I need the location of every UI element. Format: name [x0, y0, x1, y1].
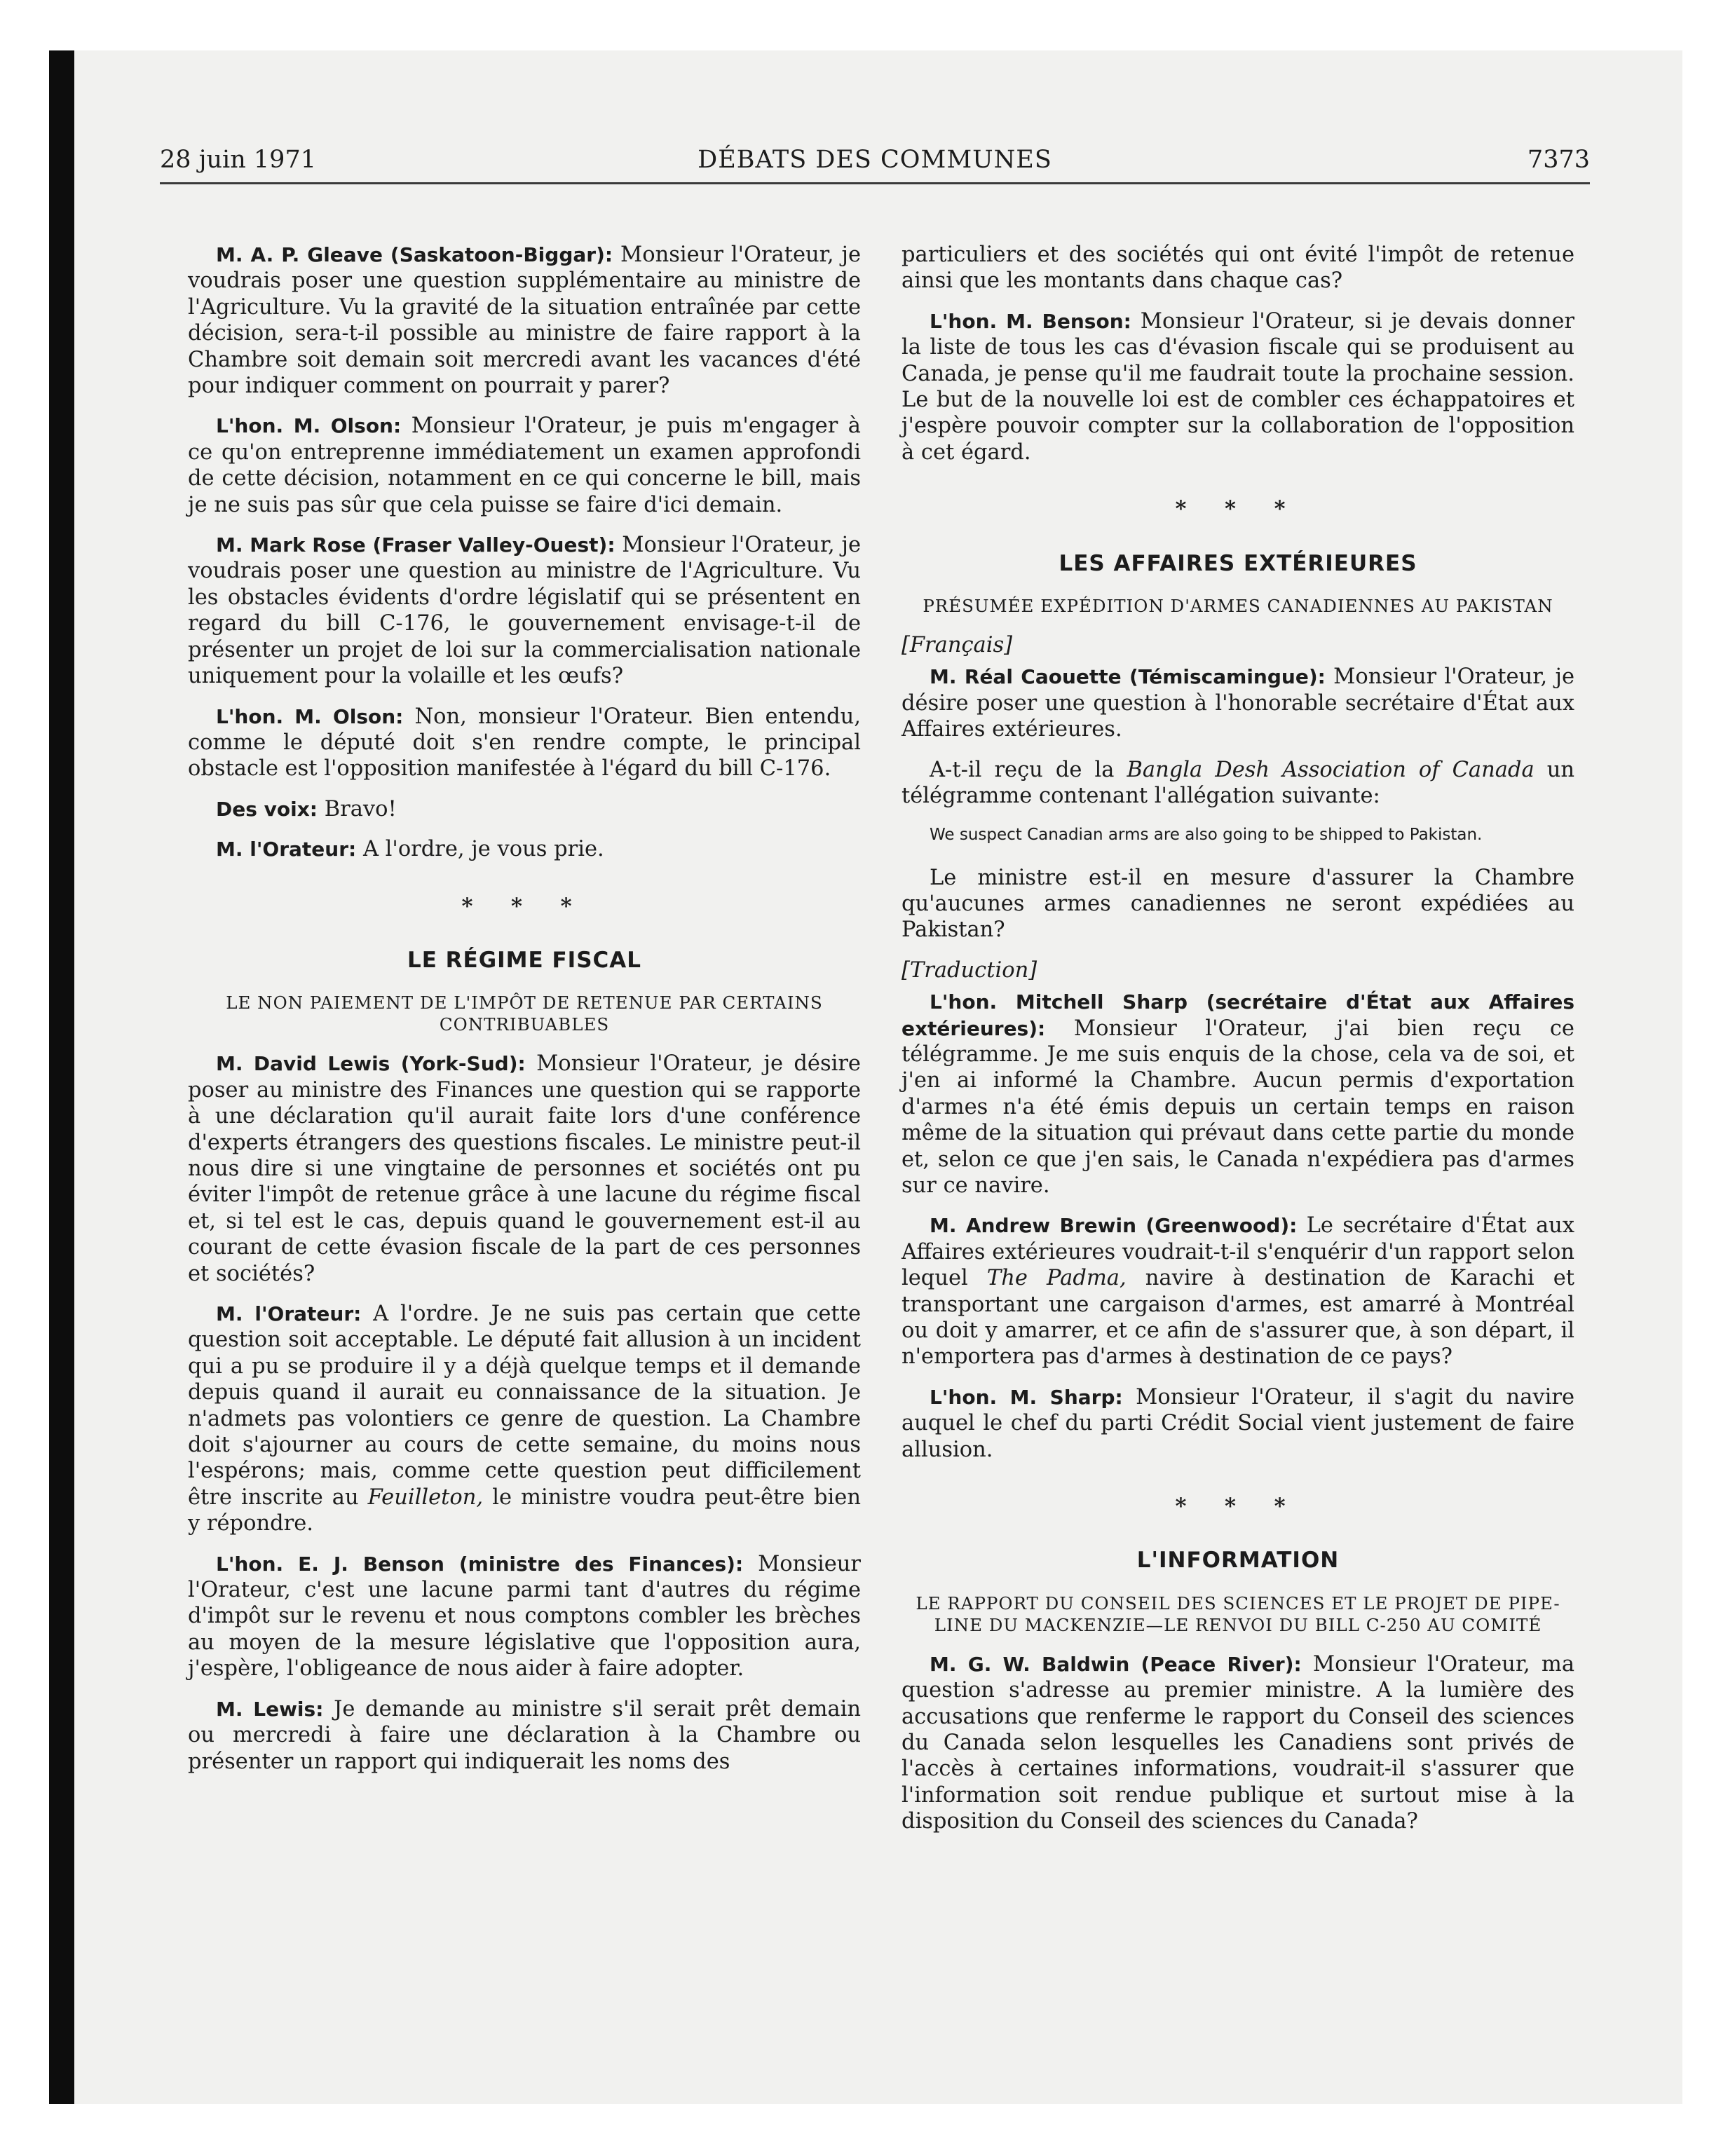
section-heading: LE RÉGIME FISCAL: [407, 947, 642, 973]
speaker-name: M. Mark Rose (Fraser Valley-Ouest):: [216, 533, 615, 557]
speech-text: A l'ordre. Je ne suis pas certain que cette question soit acceptable. Le député fait allusion à un incident qui a pu se produire il y a déjà quelque temps et il demande depuis quand il aurait eu connaissance de la situation. Je n'admets pas volontiers ce genre de question. La Chambre doit s'ajourner au cours de cette semaine, du moins nous l'espérons; mais, comme cette question peut difficilement être inscrite au: [188, 1302, 861, 1510]
paragraph: [188, 532, 861, 689]
speaker-name: M. Réal Caouette (Témiscamingue):: [930, 665, 1326, 689]
paragraph: [901, 1213, 1574, 1370]
paragraph: [188, 704, 861, 782]
paragraph: [188, 413, 861, 518]
speaker-name: M. l'Orateur:: [216, 838, 357, 861]
speech-text: Monsieur l'Orateur, j'ai bien reçu ce télégramme. Je me suis enquis de la chose, cela va de soi, et j'en ai informé la Chambre. Aucun permis d'exportation d'armes n'a été émis depuis un certain temps en raison même de la situation qui prévaut dans cette partie du monde et, selon ce que j'en sais, le Canada n'expédiera pas d'armes sur ce navire.: [901, 1016, 1574, 1198]
paragraph: [188, 836, 861, 862]
speaker-name: M. A. P. Gleave (Saskatoon-Biggar):: [216, 243, 613, 266]
speaker-name: M. G. W. Baldwin (Peace River):: [930, 1652, 1302, 1676]
telegram-quote: We suspect Canadian arms are also going to be shipped to Pakistan.: [930, 825, 1483, 844]
header-title: DÉBATS DES COMMUNES: [698, 146, 1052, 174]
speech-text: un télégramme contenant l'allégation suivante:: [901, 757, 1575, 809]
paragraph: [188, 1301, 861, 1537]
speech-text: Monsieur l'Orateur, je désire poser au ministre des Finances une question qui se rapporte à une déclaration qu'il aurait faite lors d'une conférence d'experts étrangers des questions fiscales. Le ministre peut-il nous dire si une vingtaine de personnes et sociétés ont pu éviter l'impôt de retenue grâce à une lacune du régime fiscal et, si tel est le cas, depuis quand le gouvernement est-il au courant de cette évasion fiscale de la part de ces personnes et sociétés?: [188, 1051, 861, 1286]
speech-text: Bravo!: [324, 796, 397, 821]
italic-title: Bangla Desh Association of Canada: [1127, 757, 1535, 782]
paragraph: [901, 308, 1574, 465]
speech-text: A l'ordre, je vous prie.: [362, 837, 604, 862]
italic-title: The Padma,: [986, 1266, 1127, 1291]
page-number: 7373: [1527, 146, 1590, 174]
paragraph: [188, 1696, 861, 1775]
speaker-name: M. Andrew Brewin (Greenwood):: [930, 1214, 1298, 1238]
speech-text: Monsieur l'Orateur, je puis m'engager à ce qu'on entreprenne immédiatement un examen approfondi de cette décision, notamment en ce qui concerne le bill, mais je ne suis pas sûr que cela puisse se faire d'ici demain.: [188, 414, 861, 517]
speaker-name: L'hon. M. Sharp:: [930, 1385, 1123, 1409]
speaker-name: L'hon. M. Olson:: [216, 414, 402, 438]
header-date: 28 juin 1971: [160, 146, 316, 174]
language-marker: [Traduction]: [901, 957, 1037, 983]
section-heading: L'INFORMATION: [1136, 1548, 1340, 1574]
section-separator: * * *: [461, 893, 587, 919]
speaker-name: L'hon. M. Benson:: [930, 309, 1131, 333]
left-column: [188, 242, 861, 1789]
paragraph: [188, 796, 861, 822]
speaker-name: L'hon. E. J. Benson (ministre des Finances):: [216, 1552, 744, 1576]
paragraph: [901, 1384, 1574, 1463]
paragraph: [901, 989, 1574, 1199]
page-header: [160, 146, 1590, 184]
speech-text: Monsieur l'Orateur, je désire poser une question à l'honorable secrétaire d'État aux Affaires extérieures.: [901, 664, 1574, 742]
paragraph: [188, 1551, 861, 1682]
speaker-name: L'hon. M. Olson:: [216, 704, 404, 728]
language-marker: [Français]: [901, 633, 1013, 658]
speaker-name: M. Lewis:: [216, 1697, 324, 1721]
speech-text: Monsieur l'Orateur, il s'agit du navire auquel le chef du parti Crédit Social vient justement de faire allusion.: [901, 1384, 1574, 1462]
italic-title: Feuilleton,: [367, 1485, 484, 1510]
subsection-heading: LE RAPPORT DU CONSEIL DES SCIENCES ET LE PROJET DE PIPE-LINE DU MACKENZIE—LE RENVOI DU BILL C-250 AU COMITÉ: [916, 1592, 1560, 1635]
speaker-name: M. l'Orateur:: [216, 1302, 362, 1325]
paragraph: [901, 664, 1574, 742]
speech-text: A-t-il reçu de la: [930, 757, 1115, 782]
speech-text: Monsieur l'Orateur, je voudrais poser une question au ministre de l'Agriculture. Vu les obstacles évidents d'ordre législatif qui se présentent en regard du bill C-176, le gouvernement envisage-t-il de présenter un projet de loi sur la commercialisation nationale uniquement pour la volaille et les œufs?: [188, 533, 862, 689]
speaker-name: Des voix:: [216, 797, 318, 821]
paragraph: [188, 242, 861, 399]
speech-text: particuliers et des sociétés qui ont évité l'impôt de retenue ainsi que les montants dans chaque cas?: [901, 243, 1574, 294]
section-heading: LES AFFAIRES EXTÉRIEURES: [1059, 550, 1417, 576]
speech-text: Non, monsieur l'Orateur. Bien entendu, comme le député doit s'en rendre compte, le principal obstacle est l'opposition manifestée à l'égard du bill C-176.: [188, 704, 861, 782]
paragraph: [901, 242, 1574, 294]
paragraph: [901, 1651, 1574, 1835]
speech-text: navire à destination de Karachi et transportant une cargaison d'armes, est amarré à Montréal ou doit y amarrer, et ce afin de s'assurer que, à son départ, il n'emportera pas d'armes à destination de ce pays?: [901, 1266, 1574, 1370]
section-separator: * * *: [1175, 1494, 1301, 1520]
speech-text: Monsieur l'Orateur, je voudrais poser une question supplémentaire au ministre de l'Agriculture. Vu la gravité de la situation entraînée par cette décision, sera-t-il possible au ministre de faire rapport à la Chambre soit demain soit mercredi avant les vacances d'été pour indiquer comment on pourrait y parer?: [188, 243, 862, 399]
speaker-name: L'hon. Mitchell Sharp (secrétaire d'État aux Affaires extérieures):: [901, 990, 1574, 1040]
right-column: [901, 242, 1574, 1849]
speech-text: Monsieur l'Orateur, ma question s'adresse au premier ministre. A la lumière des accusations que renferme le rapport du Conseil des sciences du Canada selon lesquelles les Canadiens sont privés de l'accès à certaines informations, voudrait-il s'assurer que l'information soit rendue publique et surtout mise à la disposition du Conseil des sciences du Canada?: [901, 1651, 1574, 1834]
speech-text: le ministre voudra peut-être bien y répondre.: [188, 1485, 861, 1536]
speaker-name: M. David Lewis (York-Sud):: [216, 1052, 526, 1076]
speech-text: Monsieur l'Orateur, c'est une lacune parmi tant d'autres du régime d'impôt sur le revenu et nous comptons combler les brèches au moyen de la mesure législative que l'opposition aura, j'espère, l'obligeance de nous aider à faire adopter.: [188, 1551, 861, 1681]
paragraph: [901, 757, 1574, 810]
paragraph: [901, 865, 1574, 943]
speech-text: Je demande au ministre s'il serait prêt demain ou mercredi à faire une déclaration à la Chambre ou présenter un rapport qui indiquerait les noms des: [188, 1696, 861, 1774]
subsection-heading: LE NON PAIEMENT DE L'IMPÔT DE RETENUE PAR CERTAINS CONTRIBUABLES: [226, 992, 823, 1035]
speech-text: Le ministre est-il en mesure d'assurer la Chambre qu'aucunes armes canadiennes ne seront expédiées au Pakistan?: [901, 865, 1574, 943]
section-separator: * * *: [1175, 496, 1301, 522]
binding-edge: [49, 50, 74, 2104]
subsection-heading: PRÉSUMÉE EXPÉDITION D'ARMES CANADIENNES AU PAKISTAN: [923, 596, 1553, 617]
paragraph: [188, 1051, 861, 1287]
speech-text: Le secrétaire d'État aux Affaires extérieures voudrait-t-il s'enquérir d'un rapport selon lequel: [901, 1213, 1574, 1291]
speech-text: Monsieur l'Orateur, si je devais donner la liste de tous les cas d'évasion fiscale qui se produisent au Canada, je pense qu'il me faudrait toute la prochaine session. Le but de la nouvelle loi est de combler ces échappatoires et j'espère pouvoir compter sur la collaboration de l'opposition à cet égard.: [901, 308, 1574, 465]
